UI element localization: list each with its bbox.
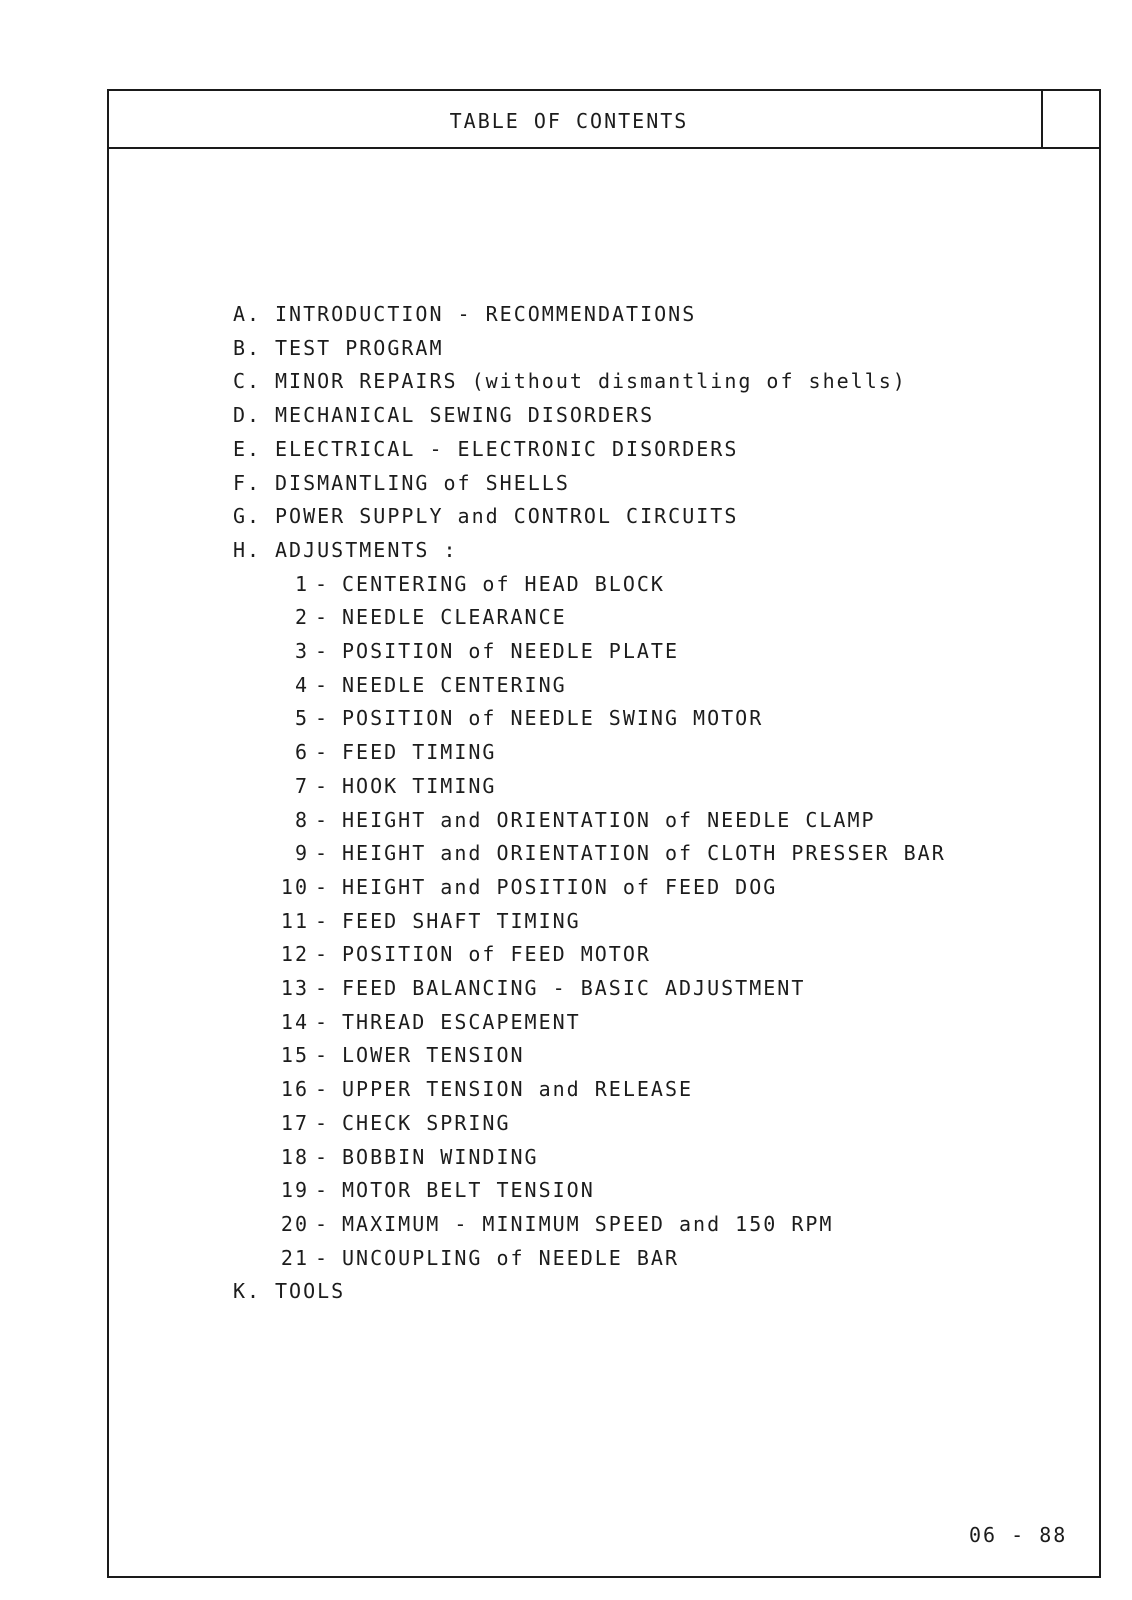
adjustment-label: POSITION of NEEDLE PLATE (342, 639, 679, 663)
adjustment-number: 17 (280, 1110, 309, 1135)
adjustment-number: 20 (280, 1211, 309, 1236)
adjustment-dash: - (315, 841, 330, 866)
adjustment-dash: - (315, 1144, 330, 1169)
section-letter: K. (233, 1279, 262, 1304)
header-bar (109, 91, 1099, 149)
section-label: ELECTRICAL - ELECTRONIC DISORDERS (275, 436, 739, 461)
adjustment-label: FEED TIMING (342, 740, 497, 765)
page-title: TABLE OF CONTENTS (449, 109, 689, 133)
section-letter: F. (233, 470, 262, 495)
adjustment-number: 9 (294, 841, 309, 866)
section-letter: E. (233, 436, 262, 461)
section-label: POWER SUPPLY and CONTROL CIRCUITS (275, 504, 739, 529)
section-letter: A. (233, 302, 262, 326)
adjustment-dash: - (315, 807, 330, 832)
adjustment-label: FEED BALANCING - BASIC ADJUSTMENT (342, 976, 806, 1000)
adjustment-dash: - (315, 1245, 330, 1270)
adjustment-number: 18 (280, 1144, 309, 1169)
adjustment-label: NEEDLE CENTERING (342, 672, 567, 697)
page-number: 06 - 88 (969, 1523, 1068, 1547)
section-label: MECHANICAL SEWING DISORDERS (275, 403, 655, 428)
adjustment-dash: - (315, 1009, 330, 1034)
adjustment-dash: - (315, 976, 330, 1000)
adjustment-label: FEED SHAFT TIMING (342, 908, 581, 933)
adjustment-label: POSITION of NEEDLE SWING MOTOR (342, 706, 764, 731)
adjustment-number: 1 (294, 571, 309, 596)
adjustment-label: CHECK SPRING (342, 1110, 511, 1135)
adjustment-label: UNCOUPLING of NEEDLE BAR (342, 1245, 679, 1270)
adjustment-dash: - (315, 1043, 330, 1068)
header-corner-box (1041, 91, 1099, 147)
adjustment-number: 6 (294, 740, 309, 765)
adjustment-number: 12 (280, 942, 309, 967)
adjustment-number: 14 (280, 1009, 309, 1034)
adjustment-number: 3 (294, 639, 309, 663)
section-label: INTRODUCTION - RECOMMENDATIONS (275, 302, 697, 326)
adjustment-number: 2 (294, 605, 309, 630)
section-label: TEST PROGRAM (275, 335, 444, 360)
adjustment-label: HEIGHT and ORIENTATION of CLOTH PRESSER BAR (342, 841, 946, 866)
adjustment-dash: - (315, 773, 330, 798)
section-letter: C. (233, 369, 262, 394)
adjustment-number: 15 (280, 1043, 309, 1068)
adjustment-label: HEIGHT and POSITION of FEED DOG (342, 874, 778, 899)
page-frame (107, 89, 1101, 1578)
adjustment-number: 11 (280, 908, 309, 933)
adjustment-dash: - (315, 908, 330, 933)
adjustment-label: UPPER TENSION and RELEASE (342, 1077, 694, 1102)
adjustment-dash: - (315, 571, 330, 596)
adjustment-dash: - (315, 1110, 330, 1135)
adjustment-number: 8 (294, 807, 309, 832)
adjustment-dash: - (315, 942, 330, 967)
adjustment-dash: - (315, 874, 330, 899)
adjustment-number: 16 (280, 1077, 309, 1102)
adjustment-number: 7 (294, 773, 309, 798)
adjustment-dash: - (315, 605, 330, 630)
section-label: ADJUSTMENTS : (275, 537, 458, 562)
adjustment-label: BOBBIN WINDING (342, 1144, 539, 1169)
adjustment-label: NEEDLE CLEARANCE (342, 605, 567, 630)
adjustment-number: 21 (280, 1245, 309, 1270)
section-letter: G. (233, 504, 262, 529)
adjustment-label: LOWER TENSION (342, 1043, 525, 1068)
adjustment-dash: - (315, 1178, 330, 1203)
section-label: DISMANTLING of SHELLS (275, 470, 570, 495)
section-letter: H. (233, 537, 262, 562)
section-letter: B. (233, 335, 262, 360)
adjustment-label: MAXIMUM - MINIMUM SPEED and 150 RPM (342, 1211, 834, 1236)
adjustment-number: 5 (294, 706, 309, 731)
adjustment-number: 19 (280, 1178, 309, 1203)
adjustment-number: 4 (294, 672, 309, 697)
adjustment-number: 10 (280, 874, 309, 899)
section-letter: D. (233, 403, 262, 428)
adjustment-label: HEIGHT and ORIENTATION of NEEDLE CLAMP (342, 807, 876, 832)
adjustment-dash: - (315, 672, 330, 697)
section-label: MINOR REPAIRS (without dismantling of shells) (275, 369, 907, 394)
adjustment-dash: - (315, 1077, 330, 1102)
adjustment-label: POSITION of FEED MOTOR (342, 942, 651, 967)
adjustment-dash: - (315, 1211, 330, 1236)
adjustment-label: HOOK TIMING (342, 773, 497, 798)
adjustment-label: CENTERING of HEAD BLOCK (342, 571, 665, 596)
adjustment-label: THREAD ESCAPEMENT (342, 1009, 581, 1034)
adjustment-dash: - (315, 706, 330, 731)
adjustment-label: MOTOR BELT TENSION (342, 1178, 595, 1203)
section-label: TOOLS (275, 1279, 346, 1304)
adjustment-dash: - (315, 639, 330, 663)
adjustment-number: 13 (280, 976, 309, 1000)
adjustment-dash: - (315, 740, 330, 765)
